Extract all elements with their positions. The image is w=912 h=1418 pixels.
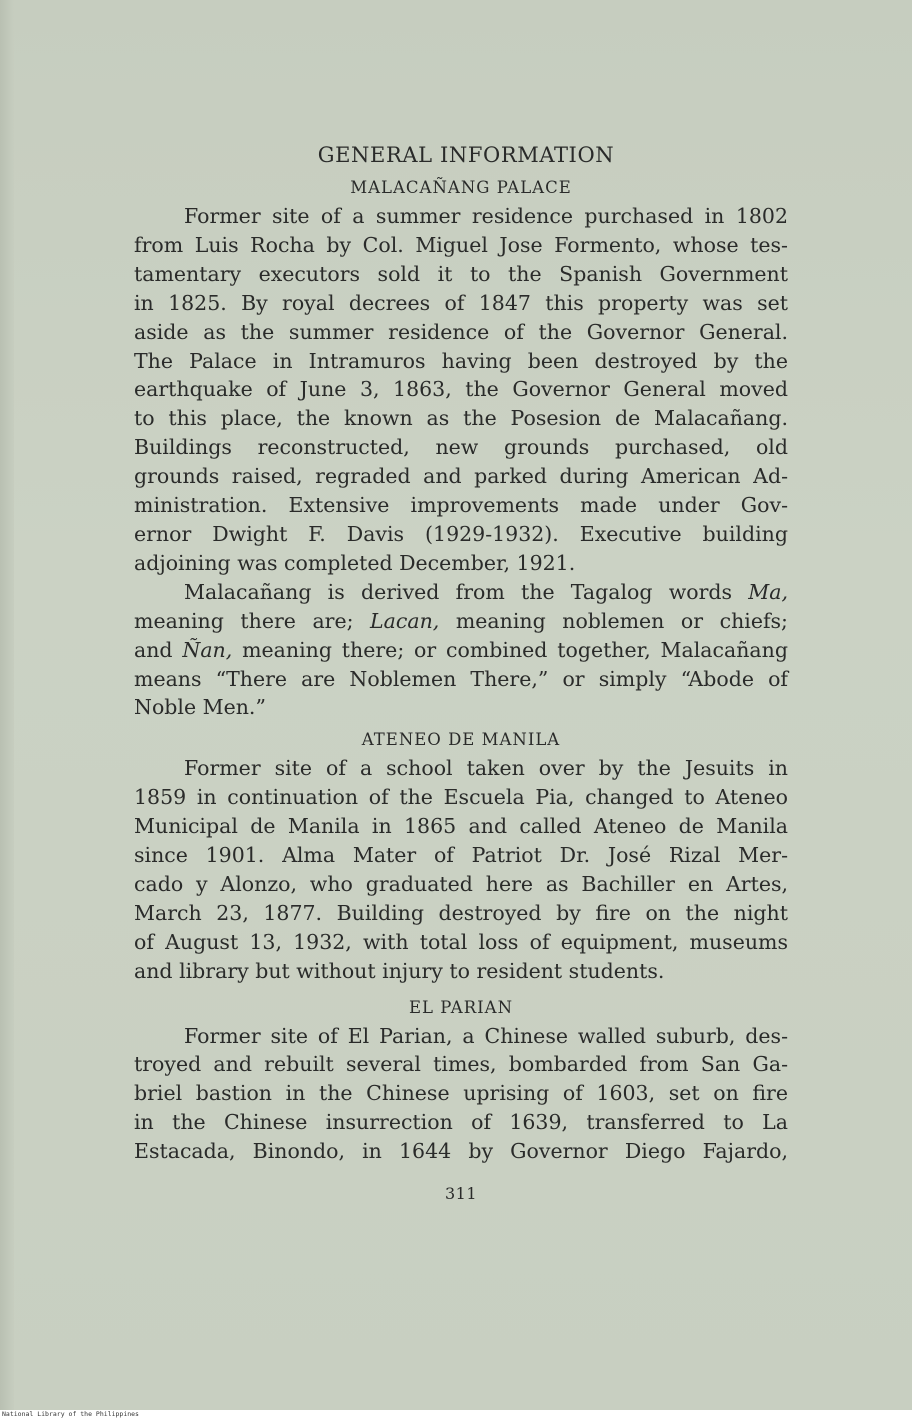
text-line: March 23, 1877. Building destroyed by fire on the night bbox=[134, 900, 788, 925]
text-line: aside as the summer residence of the Governor General. bbox=[134, 319, 788, 344]
text-line: of August 13, 1932, with total loss of equipment, museums bbox=[134, 929, 788, 954]
text-line: ministration. Extensive improvements made under Gov- bbox=[134, 493, 788, 518]
paragraph-ateneo-history bbox=[134, 754, 788, 985]
paragraph-malacanang-etymology bbox=[134, 578, 788, 723]
text-line: Former site of El Parian, a Chinese walled suburb, des- bbox=[184, 1023, 788, 1048]
text-line: Former site of a summer residence purchased in 1802 bbox=[184, 204, 788, 228]
section-heading-el-parian: EL PARIAN bbox=[408, 997, 514, 1017]
paragraph-malacanang-history bbox=[134, 202, 788, 578]
footer-credit: National Library of the Philippines bbox=[0, 1410, 912, 1418]
page-text-block bbox=[134, 134, 788, 1203]
text-line: in the Chinese insurrection of 1639, transferred to La bbox=[134, 1110, 788, 1135]
page-binding-edge bbox=[0, 0, 14, 1412]
text-segment: Malacañang is derived from the Tagalog words bbox=[184, 579, 733, 604]
text-line: earthquake of June 3, 1863, the Governor General moved bbox=[134, 377, 788, 402]
text-segment: meaning noblemen or chiefs; bbox=[455, 608, 788, 633]
text-line: Buildings reconstructed, new grounds purchased, old bbox=[134, 435, 788, 460]
text-line: grounds raised, regraded and parked during American Ad- bbox=[134, 464, 788, 489]
text-line: The Palace in Intramuros having been destroyed by the bbox=[134, 348, 788, 373]
page-number: 311 bbox=[444, 1184, 478, 1204]
text-line bbox=[134, 578, 788, 607]
text-line: and library but without injury to resident students. bbox=[134, 958, 665, 983]
text-segment: meaning there are; bbox=[134, 608, 354, 633]
text-segment: and bbox=[134, 637, 173, 662]
section-heading-malacanang: MALACAÑANG PALACE bbox=[350, 178, 572, 197]
text-line: adjoining was completed December, 1921. bbox=[134, 550, 576, 575]
text-segment: meaning there; or combined together, Malacañang bbox=[242, 637, 788, 662]
text-line bbox=[134, 607, 788, 636]
text-line: Noble Men.” bbox=[134, 695, 266, 720]
text-line: Municipal de Manila in 1865 and called Ateneo de Manila bbox=[134, 814, 788, 839]
text-line: tamentary executors sold it to the Spanish Government bbox=[134, 261, 788, 286]
text-line: in 1825. By royal decrees of 1847 this property was set bbox=[134, 290, 788, 315]
text-line: briel bastion in the Chinese uprising of 1603, set on fire bbox=[134, 1081, 788, 1106]
text-line: ernor Dwight F. Davis (1929-1932). Executive building bbox=[134, 521, 788, 546]
text-line: Estacada, Binondo, in 1644 by Governor Diego Fajardo, bbox=[134, 1139, 788, 1164]
text-line: since 1901. Alma Mater of Patriot Dr. José Rizal Mer- bbox=[134, 843, 788, 868]
italic-term: Lacan, bbox=[370, 608, 440, 633]
section-heading-ateneo: ATENEO DE MANILA bbox=[361, 730, 561, 750]
paragraph-el-parian-history bbox=[134, 1022, 788, 1167]
text-line bbox=[134, 636, 788, 665]
text-line: 1859 in continuation of the Escuela Pia, changed to Ateneo bbox=[134, 785, 788, 810]
italic-term: Ñan, bbox=[182, 637, 233, 662]
text-line: means “There are Noblemen There,” or simply “Abode of bbox=[134, 666, 788, 691]
text-line: Former site of a school taken over by the Jesuits in bbox=[184, 756, 788, 781]
text-line: troyed and rebuilt several times, bombarded from San Ga- bbox=[134, 1052, 788, 1077]
italic-term: Ma, bbox=[748, 579, 788, 604]
text-line: from Luis Rocha by Col. Miguel Jose Formento, whose tes- bbox=[134, 232, 788, 257]
text-line: cado y Alonzo, who graduated here as Bachiller en Artes, bbox=[134, 871, 788, 896]
text-line: to this place, the known as the Posesion de Malacañang. bbox=[134, 406, 788, 431]
page-title: GENERAL INFORMATION bbox=[317, 143, 615, 167]
